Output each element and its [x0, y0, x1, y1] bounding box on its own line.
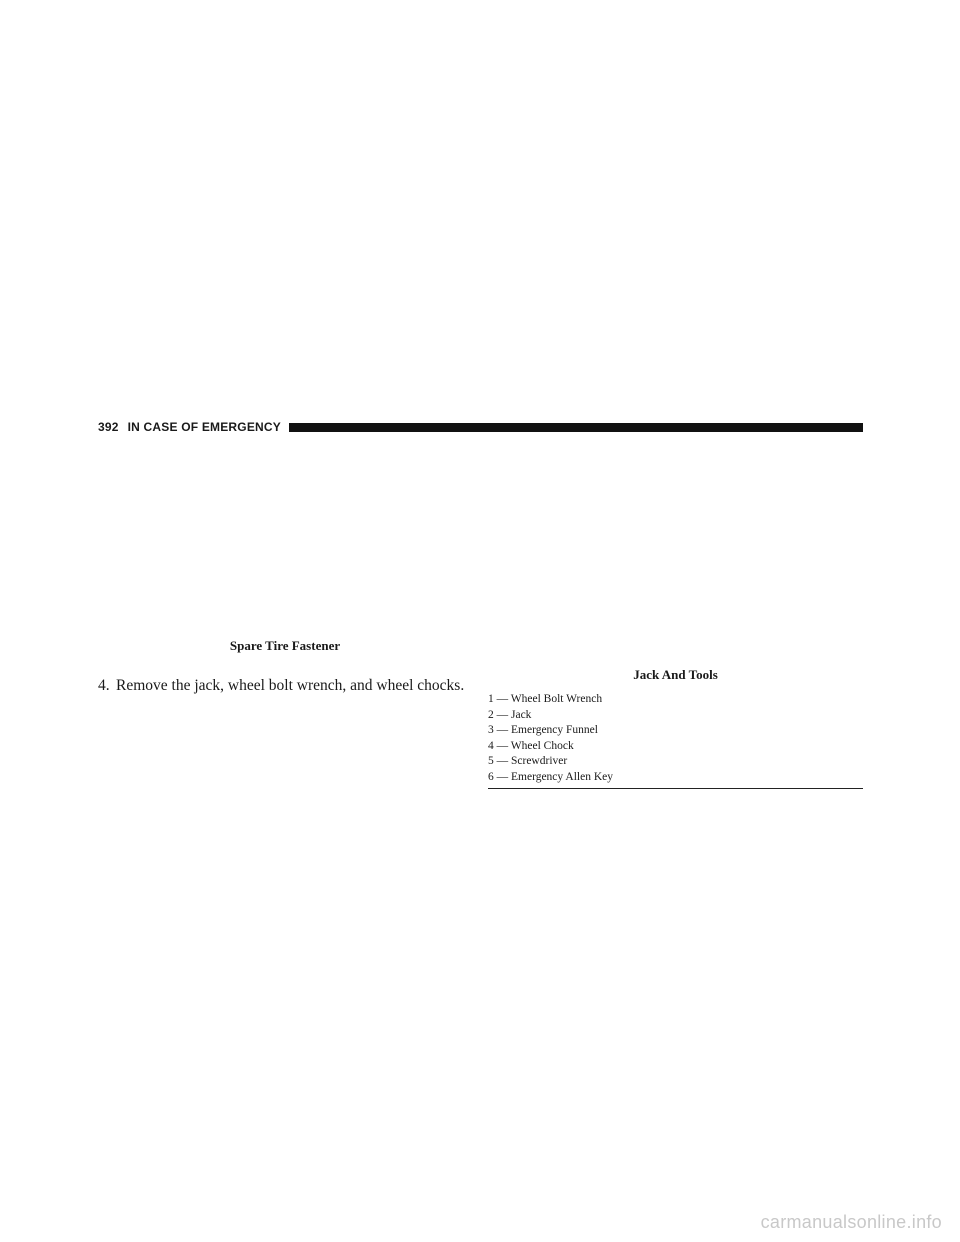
legend-item: 4 — Wheel Chock [488, 739, 574, 752]
figure-caption-spare-tire-fastener: Spare Tire Fastener [229, 638, 341, 653]
legend-item: 6 — Emergency Allen Key [488, 770, 613, 783]
step-number: 4. [98, 676, 110, 694]
figure-caption-jack-and-tools: Jack And Tools [633, 667, 718, 682]
legend-item: 2 — Jack [488, 708, 532, 721]
legend-item: 3 — Emergency Funnel [488, 724, 598, 736]
site-watermark: carmanualsonline.info [760, 1212, 942, 1232]
section-title: IN CASE OF EMERGENCY [127, 420, 281, 434]
legend-item: 1 — Wheel Bolt Wrench [488, 693, 603, 705]
instruction-step [98, 676, 472, 696]
step-text: Remove the jack, wheel bolt wrench, and wheel chocks. [116, 676, 465, 694]
page-header [98, 418, 863, 436]
header-rule [289, 423, 863, 432]
page-number: 392 [98, 420, 119, 434]
legend-item: 5 — Screwdriver [488, 755, 568, 767]
tools-legend [488, 692, 863, 789]
